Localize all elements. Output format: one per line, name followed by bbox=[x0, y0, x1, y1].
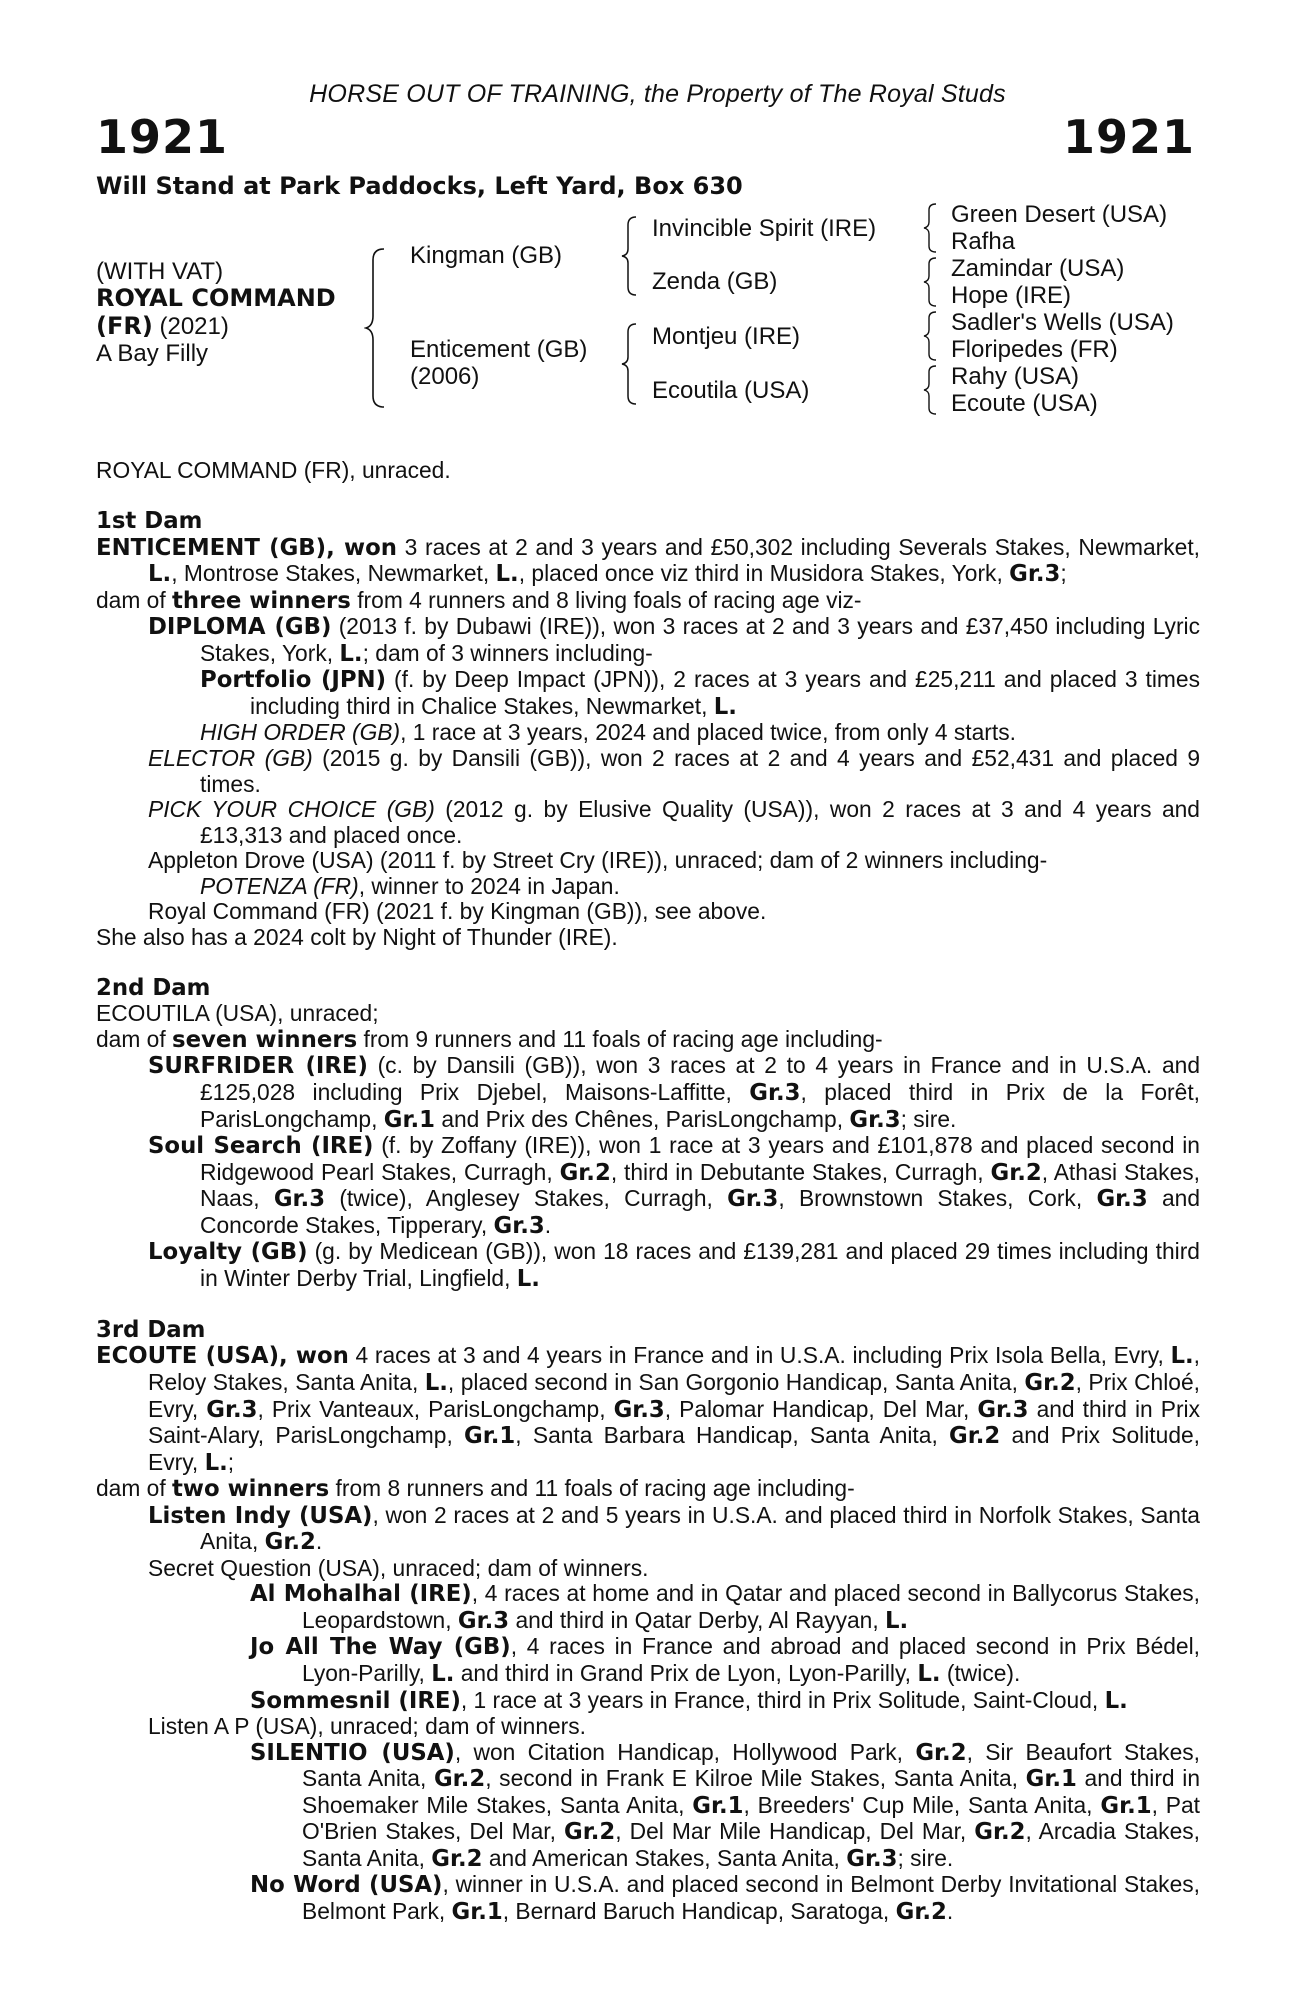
produce-appleton-drove: Appleton Drove (USA) (2011 f. by Street Cry (IRE)), unraced; dam of 2 winners including- bbox=[148, 847, 1048, 874]
produce-sommesnil: Sommesnil (IRE), 1 race at 3 years in France, third in Prix Solitude, Saint-Cloud, L. bbox=[250, 1686, 1128, 1714]
produce-elector: ELECTOR (GB) (2015 g. by Dansili (GB)), won 2 races at 2 and 4 years and £52,431 and placed 9 times. bbox=[148, 744, 1201, 797]
produce-portfolio: Portfolio (JPN) (f. by Deep Impact (JPN)), 2 races at 3 years and £25,211 and placed 3 times including third in Chalice Stakes, Newmarket, L. bbox=[200, 666, 1200, 720]
third-dam-heading: 3rd Dam bbox=[96, 1316, 206, 1343]
produce-potenza: POTENZA (FR), winner to 2024 in Japan. bbox=[200, 872, 620, 899]
produce-listen-a-p: Listen A P (USA), unraced; dam of winners. bbox=[148, 1713, 587, 1740]
produce-surfrider: SURFRIDER (IRE) (c. by Dansili (GB)), won 3 races at 2 to 4 years in France and in U.S.A. and £125,028 including Prix Djebel, Maisons-Laffitte, Gr.3, placed third in Prix de la Forêt, ParisLongchamp, Gr.1 and Prix des Chênes, ParisLongchamp, Gr.3; sire. bbox=[148, 1052, 1200, 1133]
second-dam-produce-line: dam of seven winners from 9 runners and 11 foals of racing age including- bbox=[96, 1025, 883, 1053]
pedigree-brace-g3 bbox=[922, 310, 940, 362]
pedigree-brace-g2 bbox=[922, 256, 940, 308]
pedigree-vat: (WITH VAT) bbox=[96, 258, 224, 285]
produce-silentio: SILENTIO (USA), won Citation Handicap, Hollywood Park, Gr.2, Sir Beaufort Stakes, Santa Anita, Gr.2, second in Frank E Kilroe Mile Stakes, Santa Anita, Gr.1 and third in Shoemaker Mile Stakes, Santa Anita, Gr.1, Breeders' Cup Mile, Santa Anita, Gr.1, Pat O'Brien Stakes, Del Mar, Gr.2, Del Mar Mile Handicap, Del Mar, Gr.2, Arcadia Stakes, Santa Anita, Gr.2 and American Stakes, Santa Anita, Gr.3; sire. bbox=[250, 1738, 1200, 1872]
sire-dam: Zenda (GB) bbox=[652, 268, 778, 295]
gg-dam-4: Ecoute (USA) bbox=[951, 390, 1098, 417]
first-dam-produce-line: dam of three winners from 4 runners and 8 living foals of racing age viz- bbox=[96, 586, 862, 614]
dam-sire: Montjeu (IRE) bbox=[652, 323, 801, 350]
produce-no-word: No Word (USA), winner in U.S.A. and placed second in Belmont Derby Invitational Stakes, Belmont Park, Gr.1, Bernard Baruch Handicap, Saratoga, Gr.2. bbox=[250, 1871, 1200, 1925]
gg-sire-1: Green Desert (USA) bbox=[951, 201, 1168, 228]
produce-royal-command: Royal Command (FR) (2021 f. by Kingman (GB)), see above. bbox=[148, 898, 767, 925]
pedigree-brace-main bbox=[364, 246, 388, 410]
gg-sire-2: Zamindar (USA) bbox=[951, 255, 1125, 282]
horse-name bbox=[96, 285, 336, 312]
gg-dam-2: Hope (IRE) bbox=[951, 282, 1072, 309]
horse-year: (2021) bbox=[159, 313, 229, 340]
stand-location: Will Stand at Park Paddocks, Left Yard, Box 630 bbox=[96, 172, 743, 200]
produce-high-order: HIGH ORDER (GB), 1 race at 3 years, 2024 and placed twice, from only 4 starts. bbox=[200, 719, 1016, 746]
second-dam-entry: ECOUTILA (USA), unraced; bbox=[96, 1000, 379, 1027]
first-dam-entry: ENTICEMENT (GB), won 3 races at 2 and 3 years and £50,302 including Severals Stakes, Newmarket, L., Montrose Stakes, Newmarket, L., placed once viz third in Musidora Stakes, York, Gr.3; bbox=[96, 533, 1200, 588]
pedigree-brace-sire bbox=[620, 215, 640, 297]
lot-number-right: 1921 bbox=[1062, 110, 1195, 164]
catalogue-body bbox=[96, 458, 1200, 1925]
lot-number-left: 1921 bbox=[96, 110, 229, 164]
produce-2024-colt: She also has a 2024 colt by Night of Thunder (IRE). bbox=[96, 923, 618, 950]
pedigree-brace-dam bbox=[620, 322, 640, 406]
produce-pick-your-choice: PICK YOUR CHOICE (GB) (2012 g. by Elusive Quality (USA)), won 2 races at 3 and 4 years and £13,313 and placed once. bbox=[148, 796, 1200, 848]
dam: Enticement (GB) bbox=[410, 336, 588, 363]
pedigree-brace-g1 bbox=[922, 202, 940, 254]
gg-sire-3: Sadler's Wells (USA) bbox=[951, 309, 1174, 336]
produce-loyalty: Loyalty (GB) (g. by Medicean (GB)), won 18 races and £139,281 and placed 29 times including third in Winter Derby Trial, Lingfield, L. bbox=[148, 1238, 1200, 1292]
gg-sire-4: Rahy (USA) bbox=[951, 363, 1080, 390]
sire: Kingman (GB) bbox=[410, 242, 563, 269]
horse-description: A Bay Filly bbox=[96, 340, 209, 367]
first-dam-heading: 1st Dam bbox=[96, 508, 203, 535]
produce-diploma: DIPLOMA (GB) (2013 f. by Dubawi (IRE)), won 3 races at 2 and 3 years and £37,450 including Lyric Stakes, York, L.; dam of 3 winners including- bbox=[148, 613, 1201, 667]
gg-dam-1: Rafha bbox=[951, 228, 1016, 255]
dam-dam: Ecoutila (USA) bbox=[652, 377, 810, 404]
second-dam-heading: 2nd Dam bbox=[96, 974, 211, 1001]
produce-jo-all-the-way: Jo All The Way (GB), 4 races in France and abroad and placed second in Prix Bédel, Lyon-Parilly, L. and third in Grand Prix de Lyon, Lyon-Parilly, L. (twice). bbox=[250, 1633, 1200, 1688]
pedigree-brace-g4 bbox=[922, 364, 940, 416]
sire-sire: Invincible Spirit (IRE) bbox=[652, 215, 877, 242]
race-summary: ROYAL COMMAND (FR), unraced. bbox=[96, 457, 451, 483]
horse-name-text: ROYAL COMMAND bbox=[96, 284, 336, 312]
sale-note: HORSE OUT OF TRAINING, the Property of The Royal Studs bbox=[309, 80, 1006, 108]
third-dam-entry: ECOUTE (USA), won 4 races at 3 and 4 years in France and in U.S.A. including Prix Isola Bella, Evry, L., Reloy Stakes, Santa Anita, L., placed second in San Gorgonio Handicap, Santa Anita, Gr.2, Prix Chloé, Evry, Gr.3, Prix Vanteaux, ParisLongchamp, Gr.3, Palomar Handicap, Del Mar, Gr.3 and third in Prix Saint-Alary, ParisLongchamp, Gr.1, Santa Barbara Handicap, Santa Anita, Gr.2 and Prix Solitude, Evry, L.; bbox=[96, 1342, 1201, 1476]
produce-al-mohalhal: Al Mohalhal (IRE), 4 races at home and in Qatar and placed second in Ballycorus Stakes, Leopardstown, Gr.3 and third in Qatar Derby, Al Rayyan, L. bbox=[250, 1580, 1200, 1634]
third-dam-produce-line: dam of two winners from 8 runners and 11 foals of racing age including- bbox=[96, 1475, 855, 1503]
produce-secret-question: Secret Question (USA), unraced; dam of winners. bbox=[148, 1554, 649, 1581]
produce-listen-indy: Listen Indy (USA), won 2 races at 2 and 5 years in U.S.A. and placed third in Norfolk Stakes, Santa Anita, Gr.2. bbox=[148, 1501, 1200, 1556]
horse-country: (FR) bbox=[96, 312, 153, 340]
horse-origin bbox=[96, 313, 229, 340]
produce-soul-search: Soul Search (IRE) (f. by Zoffany (IRE)), won 1 race at 3 years and £101,878 and placed second in Ridgewood Pearl Stakes, Curragh, Gr.2, third in Debutante Stakes, Curragh, Gr.2, Athasi Stakes, Naas, Gr.3 (twice), Anglesey Stakes, Curragh, Gr.3, Brownstown Stakes, Cork, Gr.3 and Concorde Stakes, Tipperary, Gr.3. bbox=[148, 1132, 1200, 1239]
gg-dam-3: Floripedes (FR) bbox=[951, 336, 1118, 363]
dam-year: (2006) bbox=[410, 363, 480, 390]
